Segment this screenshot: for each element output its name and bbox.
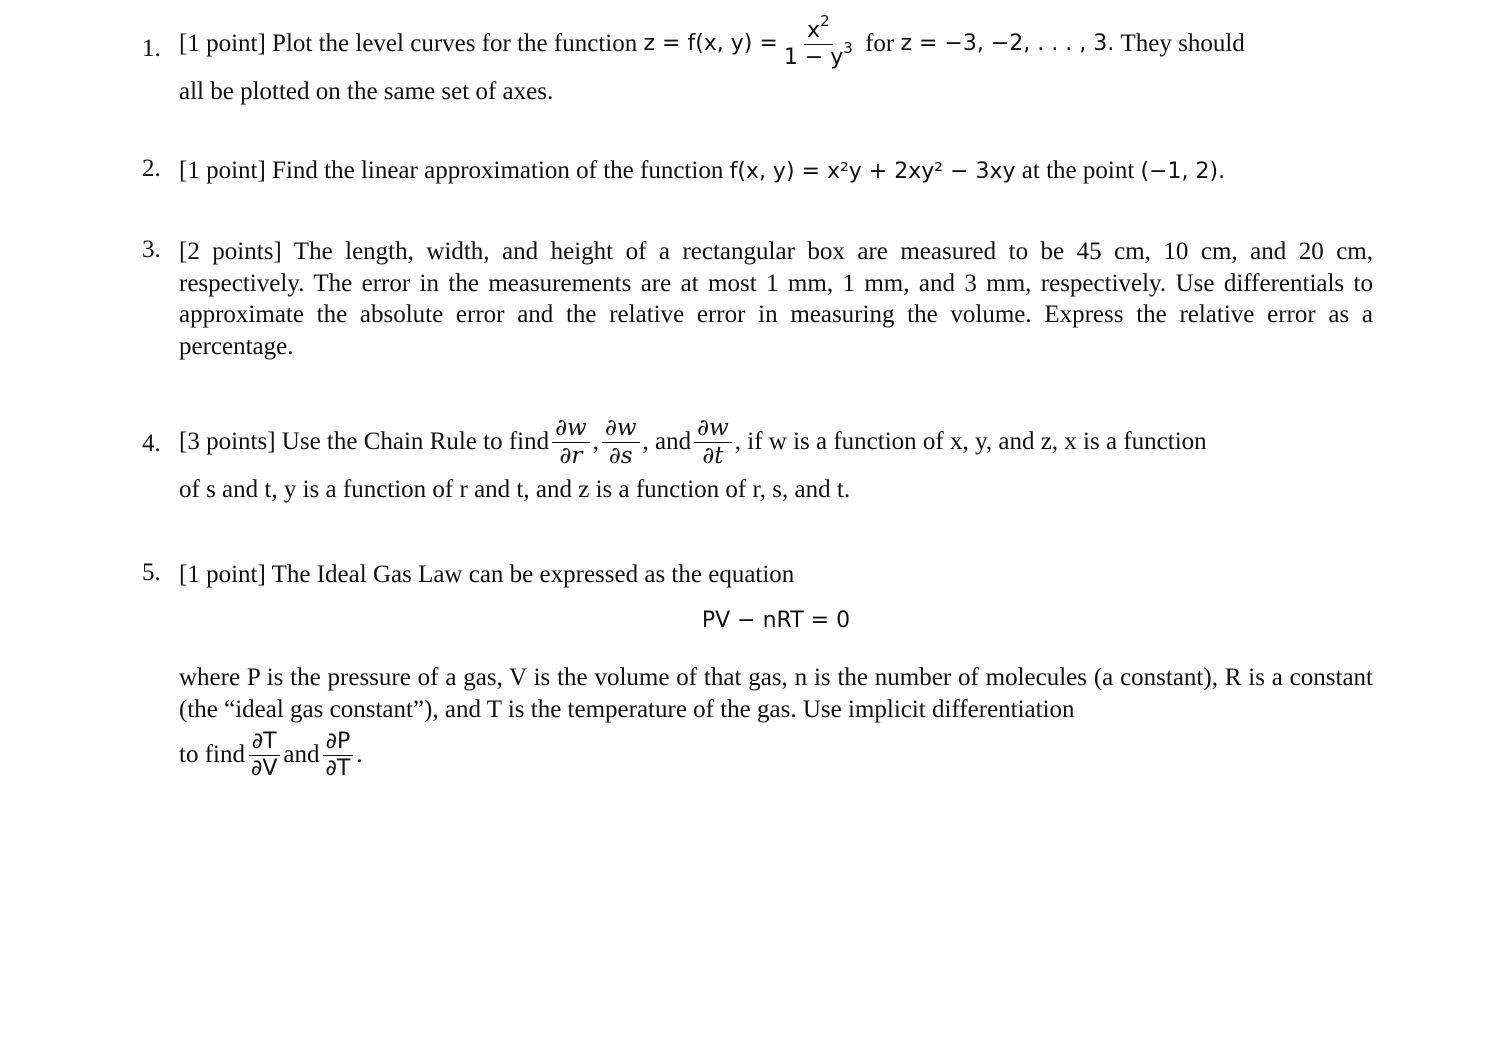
points-label: [2 points] xyxy=(179,238,282,265)
problem-text: The Ideal Gas Law can be expressed as the equation xyxy=(271,561,795,588)
problem-2 xyxy=(142,155,1373,188)
problem-1 xyxy=(142,12,1373,108)
problem-text: Plot the level curves for the function xyxy=(272,30,638,58)
problem-number: 3. xyxy=(142,236,161,263)
problem-5 xyxy=(142,559,1373,785)
conjunction: and xyxy=(655,428,692,456)
problem-text: all be plotted on the same set of axes. xyxy=(179,78,554,105)
points-label: [1 point] xyxy=(179,561,266,588)
problem-number: 4. xyxy=(142,430,161,457)
problem-text: They should xyxy=(1120,30,1245,58)
exponent: 2 xyxy=(820,12,830,31)
function-expression: f(x, y) = x²y + 2xy² − 3xy xyxy=(729,159,1016,184)
problem-text: for xyxy=(865,30,895,58)
problem-3 xyxy=(142,236,1373,362)
exponent: 3 xyxy=(843,38,853,57)
problem-text: to find xyxy=(179,741,245,769)
function-definition: z = f(x, y) = xyxy=(643,31,778,57)
points-label: [1 point] xyxy=(179,30,266,58)
problem-number: 2. xyxy=(142,155,161,182)
problem-number: 1. xyxy=(142,35,161,62)
problem-number: 5. xyxy=(142,559,161,586)
point: (−1, 2). xyxy=(1140,159,1226,184)
numerator: x xyxy=(807,18,821,44)
fraction xyxy=(781,12,856,70)
points-label: [3 points] xyxy=(179,428,276,456)
period: . xyxy=(356,741,363,769)
partial-derivative: $\frac{\partial w}{\partial t}$ xyxy=(694,416,732,467)
points-label: [1 point] xyxy=(179,157,266,184)
problem-text: The length, width, and height of a rectangular box are measured to be 45 cm, 10 cm, and 20 cm, respectively. The error in the measurements are at most 1 mm, 1 mm, and 3 mm, respectively. Use differentials to approximate the absolute error and the relative error in measuring the volume. Express the relative error as a percentage. xyxy=(179,238,1373,360)
conjunction: and xyxy=(283,741,320,769)
partial-derivative: $\frac{\partial w}{\partial r}$ xyxy=(552,416,590,467)
problem-text: Use the Chain Rule to find xyxy=(281,428,550,456)
ideal-gas-equation: PV − nRT = 0 xyxy=(701,607,851,633)
z-values: z = −3, −2, . . . , 3. xyxy=(900,31,1115,57)
partial-derivative: $\frac{\partial P}{\partial T}$ xyxy=(323,730,354,779)
partial-derivative: $\frac{\partial T}{\partial V}$ xyxy=(248,730,280,779)
problem-text: Find the linear approximation of the function xyxy=(272,157,724,184)
problem-text: at the point xyxy=(1021,157,1135,184)
denominator: 1 − y xyxy=(783,44,844,70)
problem-4: 4. [3 points] Use the Chain Rule to find $\frac{\partial w}{\partial r}$ , $\frac{\partial w}{\partial s}$ , and $\frac{\partial w}{\partial t}$ , if w is a function of x, y, and z, x is a function of s and t, y is a function of r and t, and z is a function of r, s, and t. xyxy=(142,410,1373,506)
problem-text: of s and t, y is a function of r and t, and z is a function of r, s, and t. xyxy=(179,476,851,503)
problem-text: if w is a function of x, y, and z, x is a function xyxy=(747,428,1207,456)
problem-text: where P is the pressure of a gas, V is the volume of that gas, n is the number of molecules (a constant), R is a constant (the “ideal gas constant”), and T is the temperature of the gas. Use implicit differentiation xyxy=(179,664,1373,723)
partial-derivative: $\frac{\partial w}{\partial s}$ xyxy=(602,416,640,467)
